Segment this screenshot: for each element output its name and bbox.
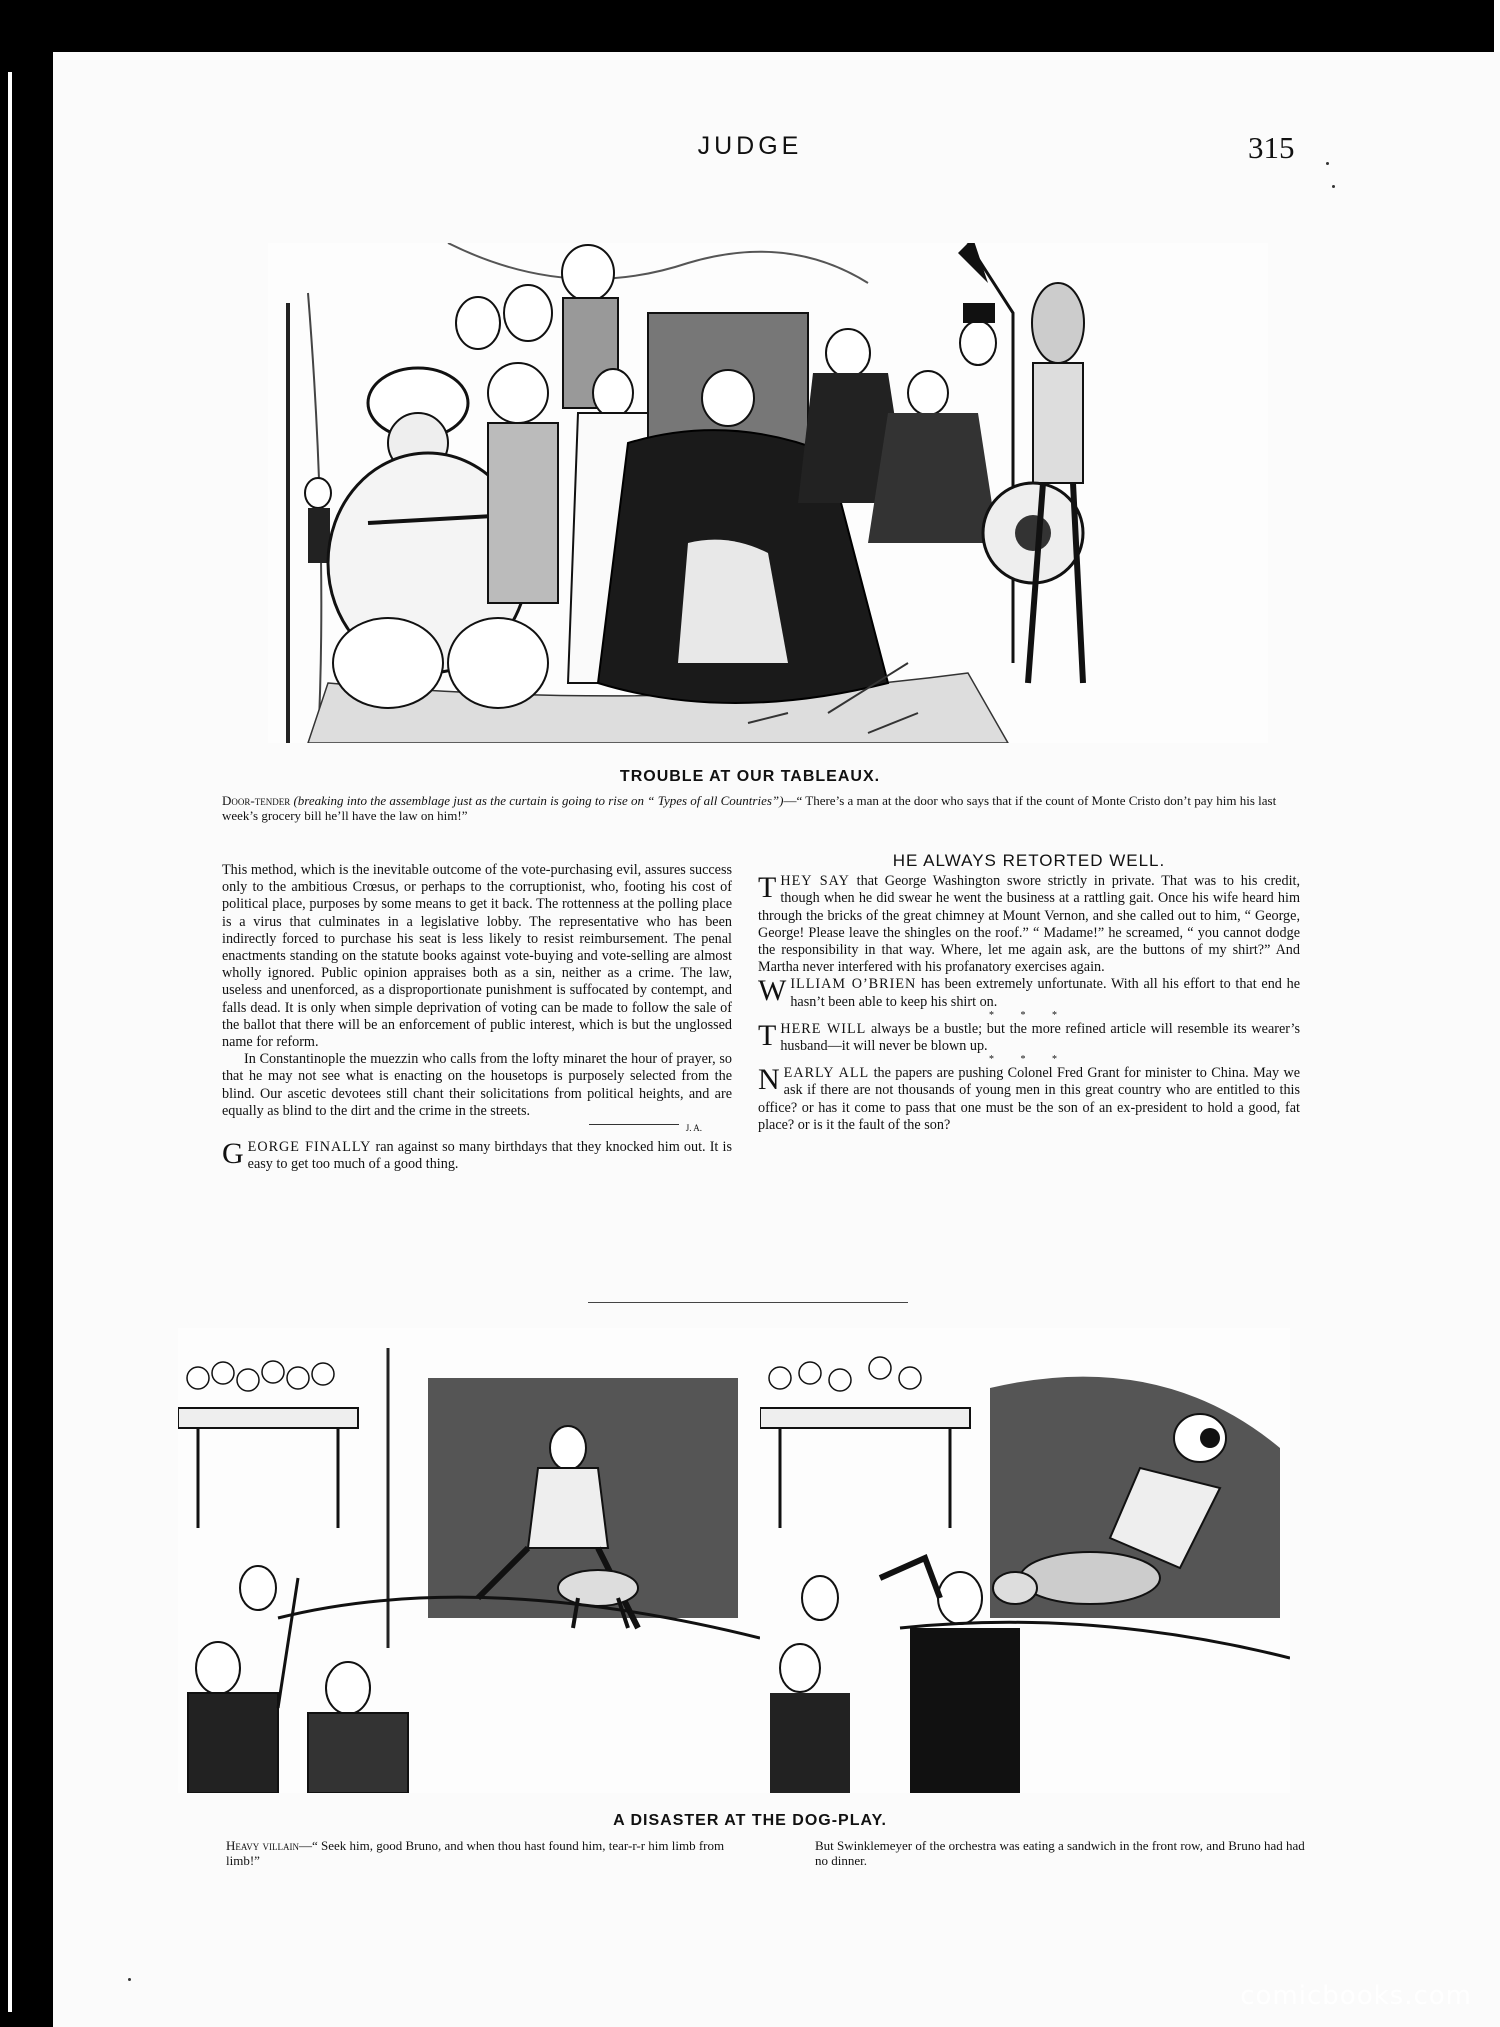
editorial-signoff: J. A. xyxy=(222,1120,732,1137)
bottom-illustration-title: A DISASTER AT THE DOG-PLAY. xyxy=(613,1812,887,1829)
drop-initial: W xyxy=(758,974,787,1008)
bottom-right-caption: But Swinklemeyer of the orchestra was eating a sandwich in the front row, and Bruno had had no dinner. xyxy=(815,1838,1305,1868)
section-stars: * * * xyxy=(989,1009,1069,1021)
page-number: 315 xyxy=(1248,130,1295,165)
drop-initial: T xyxy=(758,871,777,905)
top-illustration-title: TROUBLE AT OUR TABLEAUX. xyxy=(619,768,881,785)
bustle-paragraph: THERE WILL always be a bustle; but the more refined article will resemble its wearer’s husband—it will never be blown up. xyxy=(758,1018,1300,1055)
scan-top-border xyxy=(0,0,1500,52)
editorial-paragraph-2: In Constantinople the muezzin who calls from the lofty minaret the hour of prayer, so that he may not see what is enacting on the housetops is purposely selected from the blind. Our ascetic devotees still chant their solicitations from political heights, and are equally as blind to the dirt and the crime in the streets. xyxy=(222,1051,732,1119)
dog-play-panel-left xyxy=(178,1328,760,1793)
top-illustration-caption xyxy=(222,793,1302,823)
caption-stage-direction: (breaking into the assemblage just as the curtain is going to rise on “ Types of all Countries”) xyxy=(293,793,784,808)
scan-speck xyxy=(1326,162,1329,165)
drop-initial: T xyxy=(758,1018,777,1052)
editorial-paragraph-1: This method, which is the inevitable outcome of the vote-purchasing evil, assures success only to the ambitious Crœsus, or perhaps to the corruptionist, who, footing his cost of political place, purposes by some means to get it back. The rottenness at the polling place is a virus that culminates in a legislative lobby. The representative who has been indirectly forced to purchase his seat is less likely to resist reimbursement. The penal enactments standing on the statute books against vote-buying and vote-selling are almost wholly ignored. Public opinion appraises both as a sin, neither as a crime. The law, useless and unenforced, as a disproportionate punishment is suffocated by contempt, and falls dead. It is only when simple deprivation of voting can be made to follow the sale of the ballot that there will be an enforcement of public interest, which is but the unglossed name for reform. xyxy=(222,862,732,1051)
article-heading: HE ALWAYS RETORTED WELL. xyxy=(892,851,1166,870)
dog-play-panel-right xyxy=(760,1328,1290,1793)
drop-initial: G xyxy=(222,1137,244,1171)
caption-quote: —“ There’s a man at the door who says that if the count of Monte Cristo don’t pay him his last week’s grocery bill he’ll have the law on him!” xyxy=(222,793,1277,823)
caption-speaker: Door-tender xyxy=(222,793,291,808)
section-divider xyxy=(588,1302,908,1303)
caption-quote: —“ Seek him, good Bruno, and when thou hast found him, tear-r-r him limb from limb!” xyxy=(226,1838,725,1868)
drop-initial: N xyxy=(758,1063,780,1097)
caption-speaker: Heavy villain xyxy=(226,1838,299,1853)
george-paragraph: GEORGE FINALLY ran against so many birthdays that they knocked him out. It is easy to get too much of a good thing. xyxy=(222,1137,732,1173)
editorial-column xyxy=(222,862,732,1174)
scan-speck xyxy=(128,1978,131,1981)
tableaux-illustration xyxy=(268,243,1268,743)
scan-left-border xyxy=(0,52,47,2027)
jokes-column xyxy=(758,852,1300,1134)
washington-paragraph: THEY SAY that George Washington swore strictly in private. That was to his credit, though when he did swear he went the business at a rattling gait. Once his wife heard him through the bricks of the great chimney at Mount Vernon, and she called out to him, “ George, George! Please leave the shingles on the roof.” “ Madame!” he screamed, “ you cannot dodge the responsibility in that way. Where, let me again ask, are the buttons of my shirt?” And Martha never interfered with his profanatory exercises again. xyxy=(758,871,1301,976)
section-stars: * * * xyxy=(989,1054,1069,1066)
scan-speck xyxy=(1332,185,1335,188)
watermark: comicbooks.com xyxy=(1240,1981,1472,2011)
obrien-paragraph: WILLIAM O’BRIEN has been extremely unfortunate. With all his effort to that end he hasn’t been able to keep his shirt on. xyxy=(758,974,1300,1010)
running-head: JUDGE xyxy=(697,132,803,160)
bottom-left-caption xyxy=(226,1838,726,1868)
grant-paragraph: NEARLY ALL the papers are pushing Colonel Fred Grant for minister to China. May we ask if there are not thousands of young men in this great country who are entitled to this office? or has it come to pass that one must be the son of an ex-president to hold a good, fat place? or is it the fault of the son? xyxy=(758,1063,1300,1133)
